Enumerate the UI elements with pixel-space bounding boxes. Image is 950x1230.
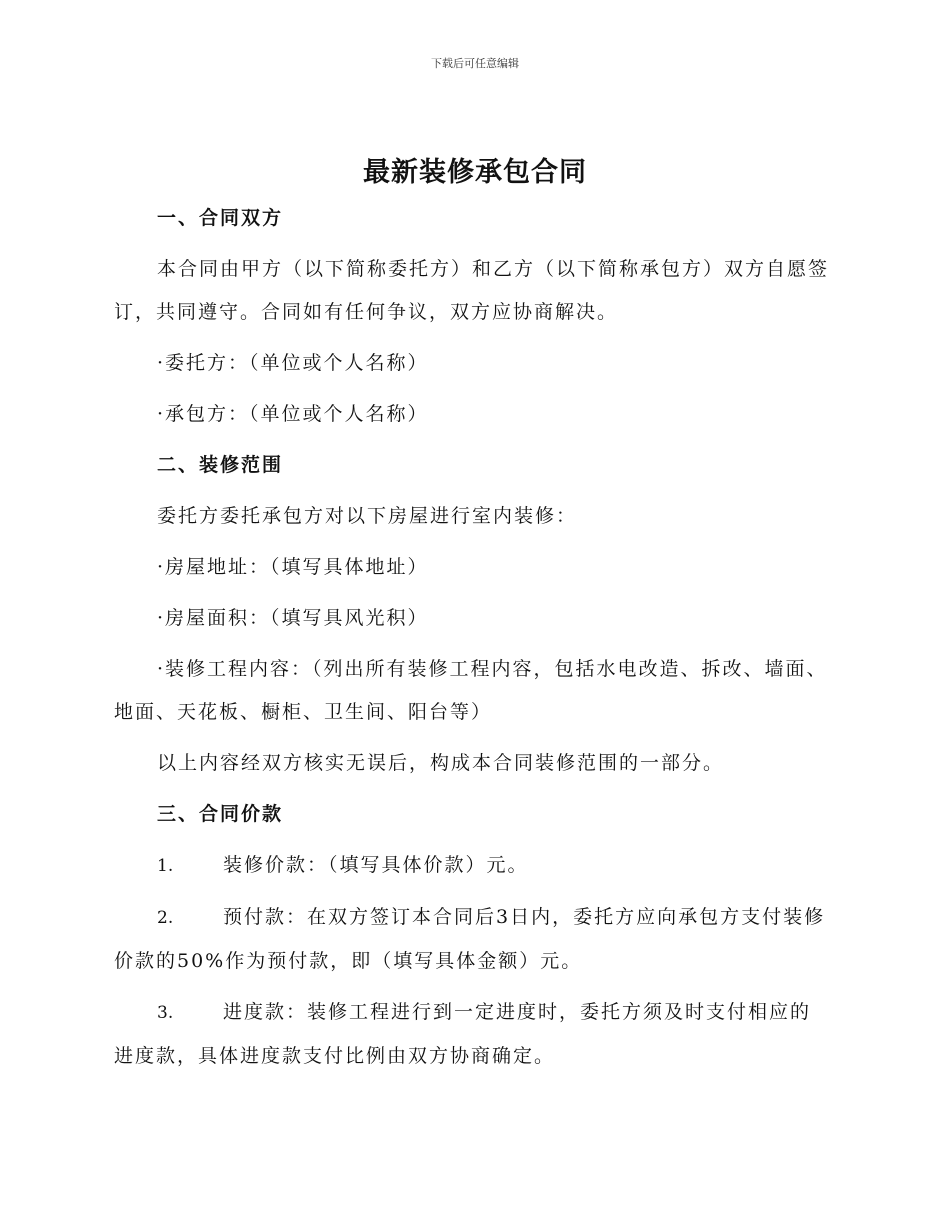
works-content-line: ·装修工程内容：（列出所有装修工程内容，包括水电改造、拆改、墙面、地面、天花板、橱柜、卫生间、阳台等） bbox=[114, 658, 828, 723]
scope-closing: 以上内容经双方核实无误后，构成本合同装修范围的一部分。 bbox=[157, 752, 725, 774]
price-item bbox=[114, 991, 830, 1078]
price-item bbox=[114, 896, 830, 983]
price-item bbox=[114, 844, 830, 888]
document-title: 最新装修承包合同 bbox=[363, 157, 587, 188]
contractor-line: ·承包方：（单位或个人名称） bbox=[157, 403, 429, 425]
scope-intro: 委托方委托承包方对以下房屋进行室内装修： bbox=[157, 505, 578, 527]
document-body bbox=[114, 197, 830, 1086]
price-item-number: 3. bbox=[157, 1003, 174, 1023]
house-address-line: ·房屋地址：（填写具体地址） bbox=[157, 556, 429, 578]
header-note: 下载后可任意编辑 bbox=[431, 57, 519, 70]
price-item-text: 进度款：装修工程进行到一定进度时，委托方须及时支付相应的进度款，具体进度款支付比例由双方协商确定。 bbox=[114, 1001, 812, 1067]
price-item-text: 装修价款：（填写具体价款）元。 bbox=[223, 854, 529, 876]
price-item-number: 2. bbox=[157, 908, 174, 928]
section-heading-price: 三、合同价款 bbox=[157, 803, 284, 825]
house-area-line: ·房屋面积：（填写具风光积） bbox=[157, 607, 429, 629]
section-heading-scope: 二、装修范围 bbox=[157, 454, 284, 476]
section-heading-parties: 一、合同双方 bbox=[157, 207, 284, 229]
client-line: ·委托方：（单位或个人名称） bbox=[157, 352, 429, 374]
parties-intro: 本合同由甲方（以下简称委托方）和乙方（以下简称承包方）双方自愿签订，共同遵守。合同如有任何争议，双方应协商解决。 bbox=[114, 258, 830, 323]
price-item-text: 预付款：在双方签订本合同后3日内，委托方应向承包方支付装修价款的50%作为预付款，即（填写具体金额）元。 bbox=[114, 906, 826, 972]
price-item-number: 1. bbox=[157, 856, 174, 876]
